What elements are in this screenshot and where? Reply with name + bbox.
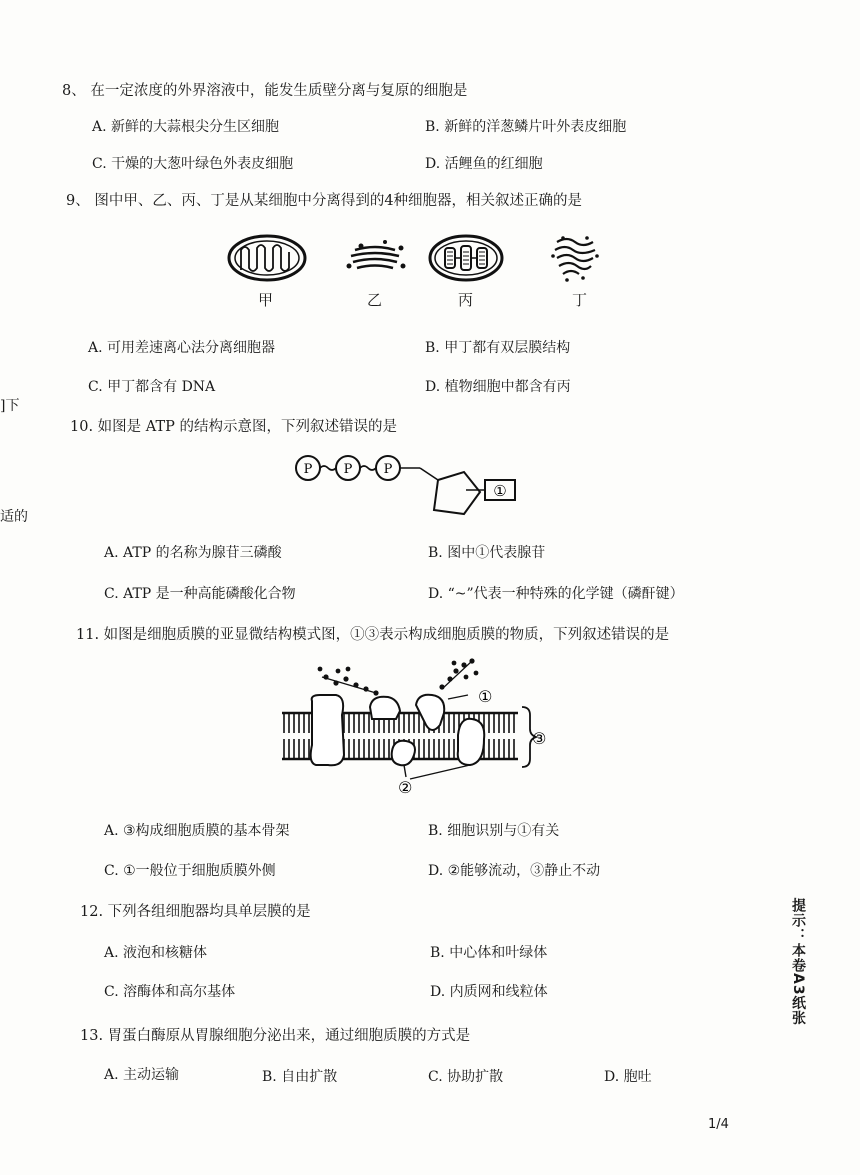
q12-option-b: B. 中心体和叶绿体 bbox=[430, 945, 548, 961]
q11-option-b: B. 细胞识别与①有关 bbox=[428, 823, 560, 839]
q11-stem: 11. 如图是细胞质膜的亚显微结构模式图，①③表示构成细胞质膜的物质，下列叙述错误的是 bbox=[76, 627, 670, 643]
label-ding: 丁 bbox=[572, 291, 588, 309]
mitochondrion-icon bbox=[229, 236, 305, 280]
label-jia: 甲 bbox=[258, 291, 274, 309]
ribose-pentagon-icon bbox=[434, 472, 480, 514]
protein-icon bbox=[311, 695, 344, 765]
q10-option-c: C. ATP 是一种高能磷酸化合物 bbox=[104, 586, 296, 602]
protein-icon bbox=[458, 719, 485, 765]
atp-structure-figure bbox=[292, 450, 522, 522]
phosphate-label: P bbox=[383, 462, 393, 477]
margin-fragment-1: ]下 bbox=[0, 398, 20, 414]
protein-icon bbox=[392, 741, 415, 766]
base-box-label: ① bbox=[493, 482, 507, 500]
q8-option-a: A. 新鲜的大蒜根尖分生区细胞 bbox=[92, 119, 280, 135]
q13-option-c: C. 协助扩散 bbox=[428, 1069, 504, 1085]
protein-icon bbox=[370, 697, 400, 719]
q9-option-a: A. 可用差速离心法分离细胞器 bbox=[88, 340, 276, 356]
phosphate-label: P bbox=[343, 462, 353, 477]
endoplasmic-reticulum-icon bbox=[551, 236, 599, 282]
q10-stem: 10. 如图是 ATP 的结构示意图，下列叙述错误的是 bbox=[70, 419, 397, 435]
q9-option-d: D. 植物细胞中都含有丙 bbox=[425, 379, 571, 395]
side-note: 提示：本卷A3纸张 bbox=[790, 898, 806, 1026]
q8-option-b: B. 新鲜的洋葱鳞片叶外表皮细胞 bbox=[425, 119, 627, 135]
q8-option-c: C. 干燥的大葱叶绿色外表皮细胞 bbox=[92, 156, 294, 172]
q11-option-d: D. ②能够流动，③静止不动 bbox=[428, 863, 601, 879]
margin-fragment-2: 适的 bbox=[0, 509, 28, 525]
protein-icon bbox=[416, 695, 444, 730]
golgi-icon bbox=[347, 240, 406, 269]
q8-option-d: D. 活鲤鱼的红细胞 bbox=[425, 156, 543, 172]
organelles-figure bbox=[215, 228, 615, 298]
label-yi: 乙 bbox=[367, 291, 383, 309]
q13-option-d: D. 胞吐 bbox=[604, 1069, 652, 1085]
marker-1: ① bbox=[478, 687, 493, 706]
q13-option-a: A. 主动运输 bbox=[104, 1067, 180, 1083]
page-number: 1/4 bbox=[708, 1117, 729, 1132]
cell-membrane-figure bbox=[280, 655, 550, 800]
q11-option-c: C. ①一般位于细胞质膜外侧 bbox=[104, 863, 276, 879]
q13-stem: 13. 胃蛋白酶原从胃腺细胞分泌出来，通过细胞质膜的方式是 bbox=[80, 1028, 471, 1044]
q10-option-b: B. 图中①代表腺苷 bbox=[428, 545, 546, 561]
phosphate-label: P bbox=[303, 462, 313, 477]
q12-option-d: D. 内质网和线粒体 bbox=[430, 984, 548, 1000]
q12-option-a: A. 液泡和核糖体 bbox=[104, 945, 208, 961]
q12-stem: 12. 下列各组细胞器均具单层膜的是 bbox=[80, 904, 311, 920]
q10-option-a: A. ATP 的名称为腺苷三磷酸 bbox=[104, 545, 282, 561]
q11-option-a: A. ③构成细胞质膜的基本骨架 bbox=[104, 823, 290, 839]
q9-option-b: B. 甲丁都有双层膜结构 bbox=[425, 340, 571, 356]
q9-option-c: C. 甲丁都含有 DNA bbox=[88, 379, 216, 395]
chloroplast-icon bbox=[430, 236, 502, 280]
label-bing: 丙 bbox=[458, 291, 474, 309]
marker-3: ③ bbox=[532, 729, 547, 748]
q9-stem: 9、 图中甲、乙、丙、丁是从某细胞中分离得到的4种细胞器，相关叙述正确的是 bbox=[66, 193, 583, 209]
q8-stem: 8、 在一定浓度的外界溶液中，能发生质壁分离与复原的细胞是 bbox=[62, 83, 468, 99]
marker-2: ② bbox=[398, 778, 413, 797]
q12-option-c: C. 溶酶体和高尔基体 bbox=[104, 984, 236, 1000]
q10-option-d: D. “~”代表一种特殊的化学键（磷酐键） bbox=[428, 586, 684, 602]
q13-option-b: B. 自由扩散 bbox=[262, 1069, 338, 1085]
